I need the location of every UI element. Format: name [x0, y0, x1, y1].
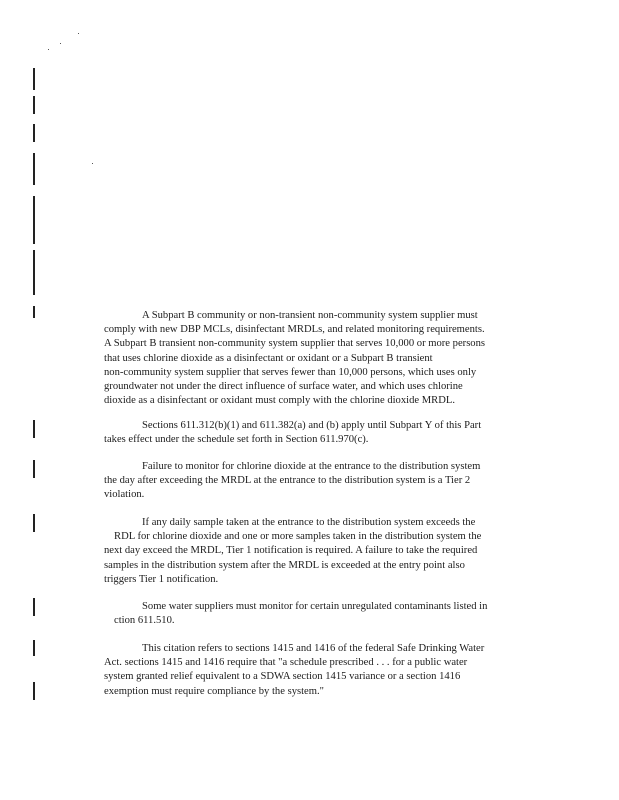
paragraph-subpart-b-compliance	[104, 309, 544, 408]
text-line: A Subpart B community or non-transient non-community system supplier must	[142, 310, 478, 321]
text-line: that uses chlorine dioxide as a disinfectant or oxidant or a Subpart B transient	[104, 352, 433, 364]
paragraph-daily-sample	[104, 516, 544, 587]
revision-bar	[33, 682, 35, 700]
revision-bar	[33, 250, 35, 295]
revision-bar	[33, 598, 35, 616]
text-line: RDL for chlorine dioxide and one or more samples taken in the distribution system the	[114, 531, 482, 543]
text-line: system granted relief equivalent to a SDWA section 1415 variance or a section 1416	[104, 671, 461, 683]
text-line: ction 611.510.	[114, 615, 175, 627]
revision-bar	[33, 640, 35, 656]
scan-speck	[92, 163, 93, 164]
revision-bar	[33, 196, 35, 244]
revision-bar	[33, 124, 35, 142]
revision-bar	[33, 514, 35, 532]
text-line: This citation refers to sections 1415 and 1416 of the federal Safe Drinking Water	[142, 643, 485, 654]
revision-bar	[33, 68, 35, 90]
paragraph-unregulated-contaminants	[104, 600, 544, 628]
text-line: comply with new DBP MCLs, disinfectant MRDLs, and related monitoring requirements.	[104, 324, 485, 336]
text-line: Act. sections 1415 and 1416 require that "a schedule prescribed . . . for a public water	[104, 657, 468, 669]
text-line: dioxide as a disinfectant or oxidant must comply with the chlorine dioxide MRDL.	[104, 395, 456, 407]
text-line: Some water suppliers must monitor for certain unregulated contaminants listed in	[142, 601, 488, 612]
text-line: exemption must require compliance by the system."	[104, 685, 324, 697]
revision-bar	[33, 460, 35, 478]
scan-speck	[60, 43, 61, 44]
paragraph-sdwa-citation	[104, 642, 544, 699]
revision-bar	[33, 153, 35, 185]
text-line: non-community system supplier that serves fewer than 10,000 persons, which uses only	[104, 366, 477, 378]
text-line: takes effect under the schedule set forth in Section 611.970(c).	[104, 434, 369, 446]
text-line: the day after exceeding the MRDL at the entrance to the distribution system is a Tier 2	[104, 475, 471, 487]
revision-bar	[33, 420, 35, 438]
text-line: next day exceed the MRDL, Tier 1 notification is required. A failure to take the required	[104, 545, 478, 557]
text-line: If any daily sample taken at the entrance to the distribution system exceeds the	[142, 517, 476, 528]
text-line: A Subpart B transient non-community system supplier that serves 10,000 or more persons	[104, 338, 486, 350]
text-line: groundwater not under the direct influence of surface water, and which uses chlorine	[104, 381, 463, 393]
text-line: triggers Tier 1 notification.	[104, 573, 219, 585]
text-line: Sections 611.312(b)(1) and 611.382(a) and (b) apply until Subpart Y of this Part	[142, 420, 482, 431]
revision-bar	[33, 96, 35, 114]
text-line: violation.	[104, 489, 145, 501]
revision-bar	[33, 306, 35, 318]
text-line: samples in the distribution system after the MRDL is exceeded at the entry point also	[104, 559, 465, 571]
scan-speck	[48, 49, 49, 50]
scan-speck	[78, 33, 79, 34]
paragraph-failure-to-monitor	[104, 460, 544, 503]
text-line: Failure to monitor for chlorine dioxide at the entrance to the distribution system	[142, 461, 481, 472]
paragraph-sections-apply	[104, 419, 544, 447]
